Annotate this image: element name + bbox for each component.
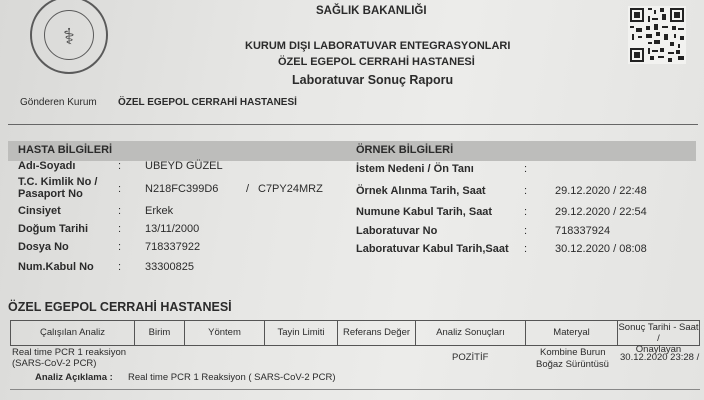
patient-heading: HASTA BİLGİLERİ	[18, 144, 113, 156]
colon: :	[524, 243, 528, 255]
results-hospital: ÖZEL EGEPOL CERRAHİ HASTANESİ	[8, 300, 232, 314]
sample-accept-value: 29.12.2020 / 22:54	[555, 206, 647, 218]
id-value: N218FC399D6	[145, 183, 219, 195]
material-line1: Kombine Burun	[540, 347, 606, 358]
result-value: POZİTİF	[452, 352, 489, 363]
file-no-label: Dosya No	[18, 241, 69, 253]
analysis-line2: (SARS-CoV-2 PCR)	[12, 358, 97, 369]
report-title: Laboratuvar Sonuç Raporu	[292, 73, 454, 87]
result-date: 30.12.2020 23:28 /	[620, 352, 700, 363]
note-label: Analiz Açıklama :	[35, 372, 113, 383]
lab-accept-label: Laboratuvar Kabul Tarih,Saat	[356, 243, 509, 255]
col-method: Yöntem	[185, 321, 265, 345]
note-value: Real time PCR 1 Reaksiyon ( SARS-CoV-2 PCR)	[128, 372, 336, 383]
colon: :	[118, 241, 122, 253]
col-material: Materyal	[526, 321, 618, 345]
gender-value: Erkek	[145, 205, 174, 217]
file-no-value: 718337922	[145, 241, 201, 253]
sample-accept-label: Numune Kabul Tarih, Saat	[356, 206, 493, 218]
material-line2: Boğaz Sürüntüsü	[536, 359, 609, 370]
colon: :	[118, 261, 122, 273]
divider	[8, 124, 698, 125]
header-line2: ÖZEL EGEPOL CERRAHİ HASTANESİ	[278, 56, 475, 68]
colon: :	[118, 223, 122, 235]
colon: :	[524, 163, 528, 175]
passport-value: C7PY24MRZ	[258, 183, 323, 195]
patient-name-label: Adı-Soyadı	[18, 160, 76, 172]
passport-label: Pasaport No	[18, 188, 83, 200]
ministry-name: SAĞLIK BAKANLIĞI	[316, 5, 427, 17]
birthdate-value: 13/11/2000	[145, 223, 200, 235]
colon: :	[118, 205, 122, 217]
sample-taken-value: 29.12.2020 / 22:48	[555, 185, 647, 197]
slash: /	[246, 183, 250, 195]
col-result-date-line2: Onaylayan	[635, 344, 682, 355]
sample-heading: ÖRNEK BİLGİLERİ	[356, 144, 454, 156]
gender-label: Cinsiyet	[18, 205, 61, 217]
header-line1: KURUM DIŞI LABORATUVAR ENTEGRASYONLARI	[245, 40, 511, 52]
col-unit: Birim	[135, 321, 185, 345]
ministry-seal-icon: ⚕	[30, 0, 108, 74]
lab-no-label: Laboratuvar No	[356, 225, 438, 237]
colon: :	[118, 183, 122, 195]
colon: :	[524, 185, 528, 197]
colon: :	[118, 160, 122, 172]
accept-no-label: Num.Kabul No	[18, 261, 94, 273]
col-result-date	[618, 321, 699, 355]
request-reason-label: İstem Nedeni / Ön Tanı	[356, 163, 474, 175]
patient-name-value: UBEYD GÜZEL	[145, 160, 223, 172]
col-analysis: Çalışılan Analiz	[11, 321, 135, 345]
accept-no-value: 33300825	[145, 261, 194, 273]
col-reference: Referans Değer	[338, 321, 416, 345]
col-results: Analiz Sonuçları	[416, 321, 526, 345]
birthdate-label: Doğum Tarihi	[18, 223, 89, 235]
sender-value: ÖZEL EGEPOL CERRAHİ HASTANESİ	[118, 97, 297, 108]
id-label: T.C. Kimlik No /	[18, 176, 98, 188]
analysis-line1: Real time PCR 1 reaksiyon	[12, 347, 127, 358]
sample-taken-label: Örnek Alınma Tarih, Saat	[356, 185, 486, 197]
lab-no-value: 718337924	[555, 225, 611, 237]
qr-code-icon	[628, 6, 686, 64]
sender-label: Gönderen Kurum	[20, 97, 97, 108]
lab-accept-value: 30.12.2020 / 08:08	[555, 243, 647, 255]
bottom-rule	[10, 389, 700, 390]
colon: :	[524, 206, 528, 218]
col-limit: Tayin Limiti	[265, 321, 338, 345]
colon: :	[524, 225, 528, 237]
col-result-date-line1: Sonuç Tarihi - Saat /	[618, 322, 699, 344]
